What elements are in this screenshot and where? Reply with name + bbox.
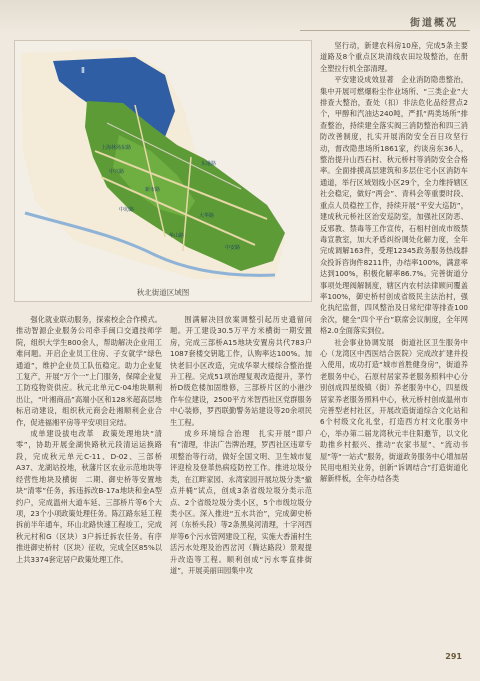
paragraph: 平安建设成效显著 企业消防隐患整治，集中开展可燃爆粉尘作业场所、“三类企业”大排查大整治，查处（扣）非法危化品经营点2个，甲醇和汽油达240吨，严抓“两类场所”排查整治，持续建全落实阀三消防整治和四三消防改善制度，扎实开展消防安全百日攻坚行动，督改隐患场所1861家，约谈房东36人，整治提升山西石村、秋元桥村等消防安全合格率。全面排摸高层建筑和多层住宅小区消防车通道，举行区域划线小区29个，全力维持辖区社会稳定，做好“两会”、青科会等重要时段、重点人员稳控工作，持续开展“平安大巡防”，建成秋元桥社区治安巡防室，加强社区防恶、反邪教、禁毒等工作宣传，石相村创成市级禁毒宣教室，加大矛盾纠纷调处化解力度，全年完成调解163件，受理12345政务服务热线群众投诉咨询件8211件，办结率100%，满意率达到100%，积极化解率86.7%。完善街道分事项处理阀解制度，辖区内农村法律顾问覆盖率100%，御史桥村创成省级民主法治村，强化执纪监督，四风整治及日常纪律等排查100余次，健全“四个平台”联席会议制度，全年网格2.0全面落实到位。 <box>320 75 468 336</box>
page-header <box>0 0 480 34</box>
paragraph: 围满解决回放案调整引起历史遗留问题。开工建设30.5万平方米横街一期安置房，完成三部桥A15地块安置房共代783户1087套楼交钥匙工作，认购率达100%。加快老旧小区改造，完成华翠大楼综合整治提升工程。完成51项治理复观改造提升，茅竹桥D级危楼加固维修，三部桥片区的小港沙作车位建设，2500平方米智西社区党群服务中心装修，罗西联勤警务站建设等20余项民生工程。 <box>170 315 312 427</box>
map-road-label: 新市路 <box>145 187 161 193</box>
header-divider <box>300 30 470 31</box>
body-column-middle <box>170 314 312 644</box>
paragraph: 成乡环境综合治理 扎实开展“即户有”清理，非法广告牌治理，罗西社区违章专项整治等行动，做好全国文明、卫生城市复评迎检及登革热病疫防控工作。推进垃圾分类，在江畔家园、永湾家园开展垃圾分类“撤点并桶”试点，创成3条省级垃圾分类示范点、2个省级垃圾分类小区，5个市级垃圾分类小区。深入推进“五水共治”，完成御史桥河（东桥头段）等2条黑臭河清理，十字河西岸等6个污水管网建设工程，实施大香浦村生活污水处理及治西岔河（腾达路段）景观提升改造等工程。顺利创成“污水零直排街道”，开展美丽田园集中攻 <box>170 429 312 575</box>
map-district-label: Ⅱ <box>81 66 85 75</box>
paragraph: 强化就业联动服务，探索校企合作模式。推动智源企业服务公司牵手闽口交通技师学院，组织大学生800余人，帮助解决企业用工难问题。开启企业员工住房、子女就学“绿色通道”，维护企业员工队伍稳定。助力企业复工复产，开展“万个一”上门服务，保障企业复工防疫物资供应。秋元北单元C-04地块顺利出让，“叶湘商品”高端小区和128米超高层地标启动建设，组织秋元商会赴湘顺利企业合作，促进福湘平房等平安项目完结。 <box>16 315 162 427</box>
paragraph: 社会事业协调发展 街道社区卫生服务中心（龙湾区中西医结合医院）完成改扩建并投入使用，成功打造“城市首胜健身房”，街道养老服务中心，石原村居家养老服务照料中心分别创成四星级镇（街）养老服务中心，四星级居家养老服务照料中心，秋元桥村创成温州市完善型老村社区，开展改造街道综合文化站和6个村级文化礼堂，打造西方村文化服务中心，举办第二届龙湾秋元丰住阳邀节，以文化助推乡村振兴、推动“农家书屋”、“流动书屋”等“一站式”服务，街道政务服务中心增加居民用电相关业务，创新“诉调结合”打造街道化解新样板，全年办结各类 <box>320 337 468 484</box>
map-caption: 秋北街道区域图 <box>136 288 190 297</box>
paragraph: 成单建设拔电改革 政策处理地块“清零”，协助开展金湖快路秋元段清运运换路段，完成秋元单元C-11、D-02、三部桥A37、龙湖站投地，秋藩片区农业示范地块等经营性地块及横街 二期、御史桥等安置地块“清零”任务，拆违拆改B-17a地块和金A型约户，完成温州大道车延、三部桥片等6个大项，23个小项政策处理任务。陈江路东延工程拆前半年通车，环山北路快速工程竣工，完成秋元村和G（区块）3户拆迁拆农任务。有序推进御史桥村（区块）征收，完成全区85%以上共3374套定居户政策处理工作。 <box>16 429 162 564</box>
map-road-label: 上海林场东路 <box>101 145 132 151</box>
paragraph: 坚行动，新建农科房10座，完成5条主要道路及8个重点区块清线农田垃圾整治，在册全塑拉行机全部清理。 <box>320 41 468 73</box>
body-column-right <box>320 40 468 645</box>
map-road-label: 中兴路 <box>109 169 125 175</box>
map-road-label: 中坊路 <box>119 207 135 213</box>
body-column-left <box>16 314 162 644</box>
map-graphic <box>15 41 311 281</box>
map-road-label: 华山路 <box>169 233 185 239</box>
district-map <box>14 40 312 302</box>
page-number: 291 <box>445 652 462 661</box>
section-title: 街道概况 <box>410 18 458 29</box>
map-road-label: 中安路 <box>225 245 241 251</box>
map-road-label: 东港路 <box>201 161 217 167</box>
map-road-label: 大华路 <box>199 213 215 219</box>
